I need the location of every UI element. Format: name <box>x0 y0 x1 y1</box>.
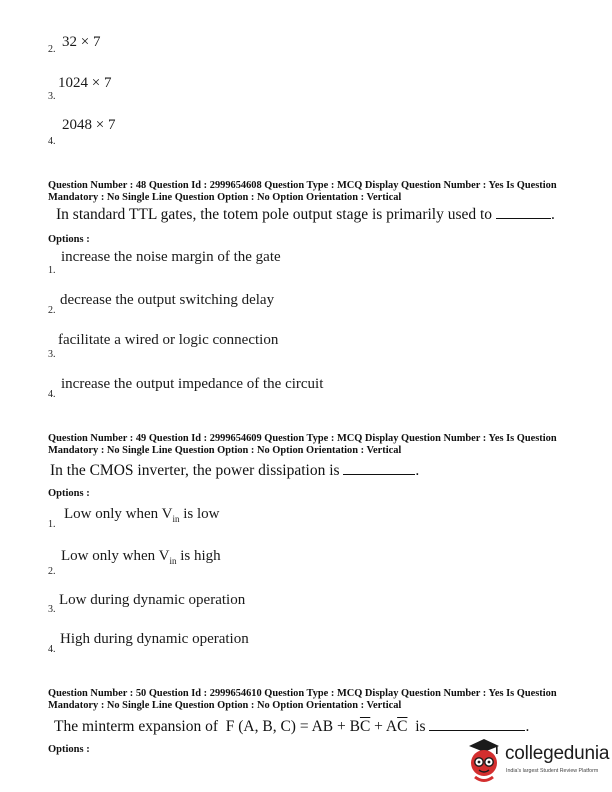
question-header-line: Question Number : 49 Question Id : 2999654609 Question Type : MCQ Display Question Number : Yes Is Question <box>48 433 557 444</box>
option-text: facilitate a wired or logic connection <box>58 332 279 348</box>
question-header-line: Question Number : 48 Question Id : 2999654608 Question Type : MCQ Display Question Number : Yes Is Question <box>48 180 557 191</box>
complement-term: $\overline{C}$ <box>397 718 408 735</box>
option-text: Low during dynamic operation <box>59 592 246 608</box>
option-text: decrease the output switching delay <box>60 292 275 308</box>
question-text-body: is <box>415 718 426 735</box>
option-text-part: Low only when V <box>61 548 170 564</box>
answer-blank <box>429 718 525 731</box>
option-number: 3. <box>48 349 56 360</box>
brand-name: collegedunia <box>505 743 610 764</box>
question-header <box>48 433 557 457</box>
question-header <box>48 688 557 712</box>
option-number: 4. <box>48 136 56 147</box>
question-end: . <box>550 206 555 223</box>
option-text: increase the noise margin of the gate <box>61 249 281 265</box>
question-text-body: The minterm expansion of <box>54 718 218 735</box>
option-text: 32 × 7 <box>62 34 101 50</box>
option-text: 2048 × 7 <box>62 117 116 133</box>
option-text-part: is high <box>176 548 221 564</box>
option-text-part: is low <box>179 506 220 522</box>
option-text: High during dynamic operation <box>60 631 249 647</box>
option-number: 4. <box>48 644 56 655</box>
expression-part: + A <box>370 718 398 735</box>
option-number: 1. <box>48 519 56 530</box>
question-header-line: Mandatory : No Single Line Question Option : No Option Orientation : Vertical <box>48 700 402 711</box>
option-number: 4. <box>48 389 56 400</box>
option-text <box>64 506 220 524</box>
option-number: 1. <box>48 265 56 276</box>
brand-tagline: India's largest Student Review Platform <box>506 768 599 774</box>
question-text <box>56 206 555 224</box>
answer-blank <box>343 462 415 475</box>
question-header <box>48 180 557 204</box>
question-end: . <box>525 718 530 735</box>
option-number: 2. <box>48 44 56 55</box>
answer-blank <box>496 206 551 219</box>
question-header-line: Mandatory : No Single Line Question Option : No Option Orientation : Vertical <box>48 445 402 456</box>
collegedunia-logo <box>465 737 612 792</box>
option-text-part: Low only when V <box>64 506 173 522</box>
option-number: 2. <box>48 566 56 577</box>
boolean-expression <box>226 718 408 735</box>
question-text-body: In standard TTL gates, the totem pole output stage is primarily used to <box>56 206 493 223</box>
options-label: Options : <box>48 234 90 245</box>
options-label: Options : <box>48 488 90 499</box>
question-text-body: In the CMOS inverter, the power dissipation is <box>50 462 340 479</box>
option-text <box>61 548 221 566</box>
option-text: 1024 × 7 <box>58 75 112 91</box>
option-number: 3. <box>48 91 56 102</box>
option-number: 3. <box>48 604 56 615</box>
options-label: Options : <box>48 744 90 755</box>
question-text <box>50 462 419 480</box>
expression-part: F (A, B, C) = AB + B <box>225 718 360 735</box>
question-header-line: Question Number : 50 Question Id : 2999654610 Question Type : MCQ Display Question Number : Yes Is Question <box>48 688 557 699</box>
question-text <box>54 718 529 736</box>
question-header-line: Mandatory : No Single Line Question Option : No Option Orientation : Vertical <box>48 192 402 203</box>
complement-term: $\overline{C}$ <box>359 718 371 735</box>
subscript: in <box>172 514 180 524</box>
question-end: . <box>415 462 420 479</box>
mascot-icon <box>465 737 503 785</box>
subscript: in <box>169 556 177 566</box>
option-number: 2. <box>48 305 56 316</box>
option-text: increase the output impedance of the circuit <box>61 376 324 392</box>
